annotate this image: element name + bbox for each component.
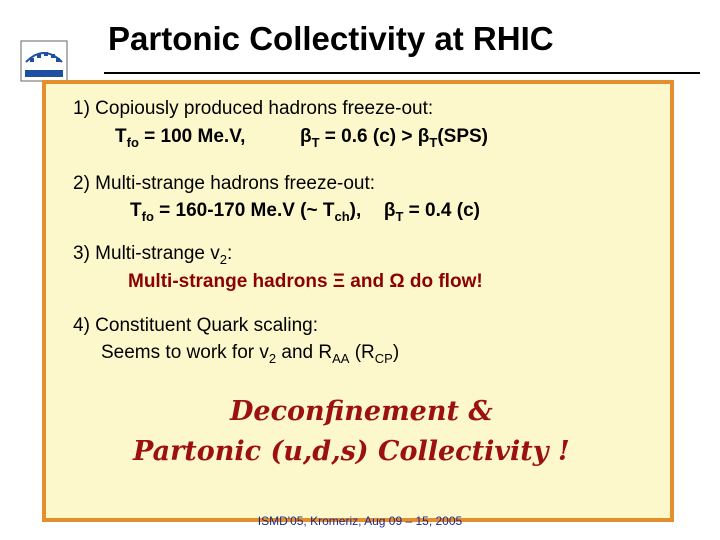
conclusion-line-2: Partonic (u,d,s) Collectivity ! xyxy=(133,436,570,467)
beta-symbol: β xyxy=(299,126,312,147)
point-2-detail: $T_{fo} = 160-170$ Me.V (~ $T_{ch}$), $\beta_T = 0.4$ (c) xyxy=(130,200,480,224)
berkeley-lab-logo xyxy=(20,40,68,82)
point-4-heading: 4) Constituent Quark scaling: xyxy=(73,315,319,336)
point-1-detail: $T_{fo} = 100$ Me.V, $\beta_T = 0.6$ $(c) > \beta_T(SPS)$ xyxy=(115,126,489,150)
point-3-detail: Multi-strange hadrons Ξ and Ω do flow! xyxy=(128,271,483,292)
footer-text: ISMD'05, Kromeriz, Aug 09 – 15, 2005 xyxy=(257,514,463,528)
conclusion-line-1: Deconfinement & xyxy=(230,396,493,427)
point-4-detail: Seems to work for $v_2$ and $R_{AA}$ $(R_{CP})$ xyxy=(101,342,400,366)
point-1-heading: 1) Copiously produced hadrons freeze-out: xyxy=(73,98,434,119)
title-divider xyxy=(104,72,700,74)
beta-symbol: β xyxy=(383,200,396,221)
slide-title: Partonic Collectivity at RHIC xyxy=(108,20,554,57)
beta-symbol: β xyxy=(417,126,430,147)
point-3-heading: 3) Multi-strange $v_2$: xyxy=(73,243,233,267)
point-2-heading: 2) Multi-strange hadrons freeze-out: xyxy=(73,173,376,194)
